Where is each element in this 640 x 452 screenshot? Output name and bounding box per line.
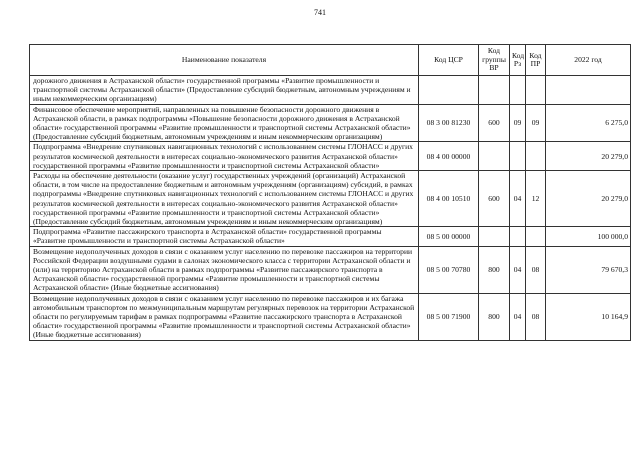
- header-name: Наименование показателя: [30, 45, 419, 76]
- row-pr: [526, 76, 546, 105]
- row-pr: 08: [526, 293, 546, 340]
- row-rz: 04: [510, 246, 526, 293]
- table-row: [30, 104, 631, 142]
- row-csr: 08 5 00 00000: [419, 227, 479, 246]
- row-csr: 08 5 00 70780: [419, 246, 479, 293]
- row-name: Подпрограмма «Внедрение спутниковых навигационных технологий с использованием системы ГЛОНАСС и других результатов космической деятельности в интересах социально-экономического развития Астраханской области» государственной программы «Развитие промышленности и транспортной системы Астраханской области»: [30, 142, 419, 171]
- row-vr: [479, 76, 510, 105]
- page-number: 741: [314, 8, 326, 17]
- table-row: [30, 293, 631, 340]
- row-rz: [510, 142, 526, 171]
- table-row: [30, 227, 631, 246]
- row-sum: 20 279,0: [546, 171, 631, 227]
- row-sum: 20 279,0: [546, 142, 631, 171]
- row-pr: 08: [526, 246, 546, 293]
- header-vr: Код группы ВР: [479, 45, 510, 76]
- row-sum: [546, 76, 631, 105]
- row-sum: 6 275,0: [546, 104, 631, 142]
- row-csr: [419, 76, 479, 105]
- row-name: Расходы на обеспечение деятельности (оказание услуг) государственных учреждений (организаций) Астраханской области, в том числе на предоставление бюджетным и автономным учреждениям (организациям) субсидий, в рамках подпрограммы «Внедрение спутниковых навигационных технологий с использованием системы ГЛОНАСС и других результатов космической деятельности в интересах социально-экономического развития Астраханской области» государственной программы «Развитие промышленности и транспортной системы Астраханской области» (Предоставление субсидий бюджетным, автономным учреждениям и иным некоммерческим организациям): [30, 171, 419, 227]
- row-rz: [510, 76, 526, 105]
- row-name: Подпрограмма «Развитие пассажирского транспорта в Астраханской области» государственной программы «Развитие промышленности и транспортной системы Астраханской области»: [30, 227, 419, 246]
- header-csr: Код ЦСР: [419, 45, 479, 76]
- row-sum: 79 670,3: [546, 246, 631, 293]
- row-name: Возмещение недополученных доходов в связи с оказанием услуг населению по перевозке пассажиров на территории Российской Федерации воздушными судами в салонах экономического класса с территории Астраханской области и (или) на территорию Астраханской области в рамках подпрограммы «Развитие пассажирского транспорта в Астраханской области» государственной программы «Развитие промышленности и транспортной системы Астраханской области» (Иные бюджетные ассигнования): [30, 246, 419, 293]
- row-name: Возмещение недополученных доходов в связи с оказанием услуг населению по перевозке пассажиров и их багажа автомобильным транспортом по межмуниципальным маршрутам регулярных перевозок на территории Астраханской области по регулируемым тарифам в рамках подпрограммы «Развитие пассажирского транспорта в Астраханской области» государственной программы «Развитие промышленности и транспортной системы Астраханской области» (Иные бюджетные ассигнования): [30, 293, 419, 340]
- row-rz: 04: [510, 293, 526, 340]
- row-pr: [526, 227, 546, 246]
- row-csr: 08 5 00 71900: [419, 293, 479, 340]
- table-row: [30, 142, 631, 171]
- row-sum: 10 164,9: [546, 293, 631, 340]
- header-year: 2022 год: [546, 45, 631, 76]
- row-vr: 600: [479, 104, 510, 142]
- table-row: [30, 171, 631, 227]
- row-csr: 08 3 00 81230: [419, 104, 479, 142]
- row-csr: 08 4 00 10510: [419, 171, 479, 227]
- row-pr: 12: [526, 171, 546, 227]
- table-row: [30, 76, 631, 105]
- row-vr: 800: [479, 246, 510, 293]
- row-rz: 04: [510, 171, 526, 227]
- table-row: [30, 246, 631, 293]
- row-csr: 08 4 00 00000: [419, 142, 479, 171]
- header-rz: Код Рз: [510, 45, 526, 76]
- row-name: дорожного движения в Астраханской области» государственной программы «Развитие промышленности и транспортной системы Астраханской области» (Предоставление субсидий бюджетным, автономным учреждениям и иным некоммерческим организациям): [30, 76, 419, 105]
- row-pr: [526, 142, 546, 171]
- row-rz: 09: [510, 104, 526, 142]
- row-vr: [479, 142, 510, 171]
- header-pr: Код ПР: [526, 45, 546, 76]
- budget-table: [29, 44, 631, 341]
- row-vr: [479, 227, 510, 246]
- row-pr: 09: [526, 104, 546, 142]
- row-sum: 100 000,0: [546, 227, 631, 246]
- row-name: Финансовое обеспечение мероприятий, направленных на повышение безопасности дорожного движения в Астраханской области, в рамках подпрограммы «Повышение безопасности дорожного движения в Астраханской области» государственной программы «Развитие промышленности и транспортной системы Астраханской области» (Предоставление субсидий бюджетным, автономным учреждениям и иным некоммерческим организациям): [30, 104, 419, 142]
- row-vr: 800: [479, 293, 510, 340]
- table-header-row: [30, 45, 631, 76]
- row-rz: [510, 227, 526, 246]
- row-vr: 600: [479, 171, 510, 227]
